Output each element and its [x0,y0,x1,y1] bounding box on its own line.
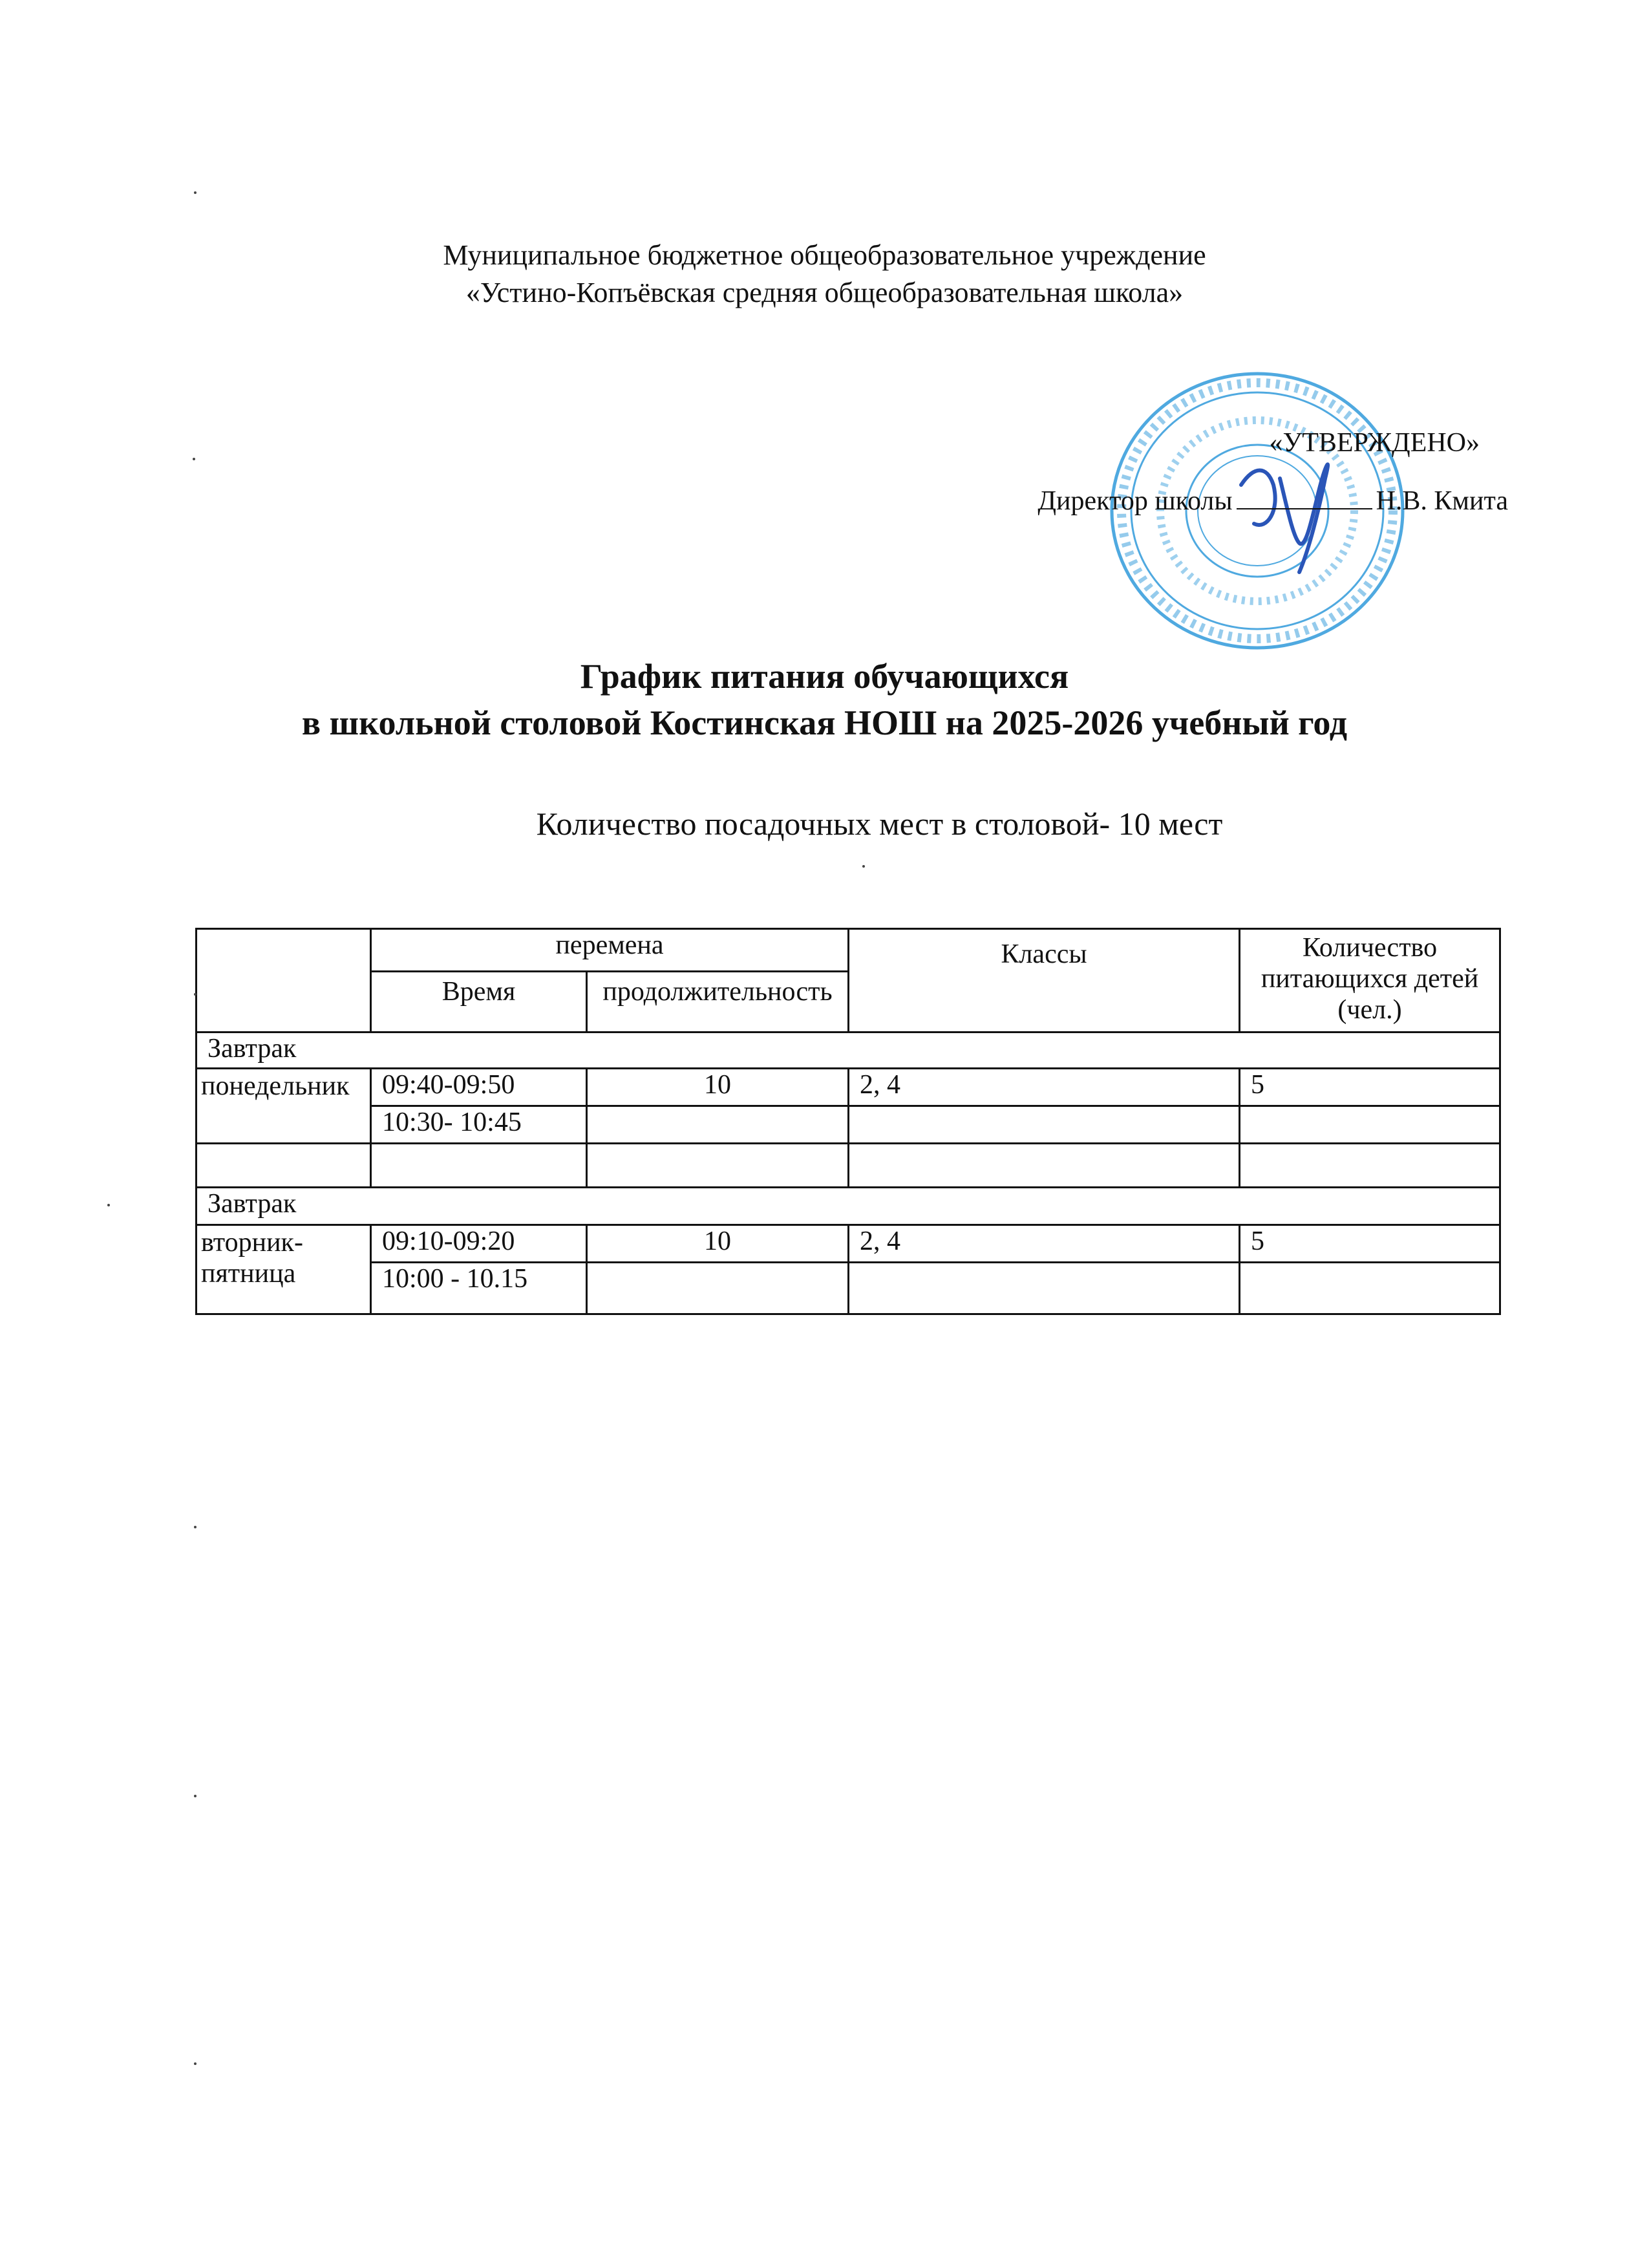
scan-speck [862,865,865,868]
empty-cell [849,1144,1240,1188]
duration-cell [587,1263,849,1314]
duration-cell [587,1106,849,1144]
section-title-row [197,1032,1500,1069]
table-row [197,1263,1500,1314]
scan-speck [194,1795,197,1797]
header-classes: Классы [849,929,1240,1032]
document-title [0,653,1649,746]
director-label: Директор школы [1037,486,1233,516]
duration-cell: 10 [587,1225,849,1263]
empty-cell [1240,1144,1500,1188]
table-row [197,1106,1500,1144]
duration-cell: 10 [587,1069,849,1106]
time-cell: 10:30- 10:45 [371,1106,587,1144]
title-line-2: в школьной столовой Костинская НОШ на 2025-2026 учебный год [301,703,1348,742]
section-title: Завтрак [197,1032,1500,1069]
empty-cell [371,1144,587,1188]
header-time: Время [371,972,587,1032]
classes-cell [849,1263,1240,1314]
signature-line [1237,485,1372,509]
empty-cell [197,1144,371,1188]
count-cell [1240,1106,1500,1144]
header-empty-cell [197,929,371,1032]
classes-cell: 2, 4 [849,1069,1240,1106]
scan-speck [193,458,195,460]
scan-speck [194,993,197,996]
section-title: Завтрак [197,1188,1500,1225]
section-title-row [197,1188,1500,1225]
day-cell: понедельник [197,1069,371,1144]
table-header-row [197,929,1500,972]
time-cell: 09:10-09:20 [371,1225,587,1263]
scan-speck [194,2062,197,2065]
meal-schedule-table [195,928,1501,1315]
time-cell: 09:40-09:50 [371,1069,587,1106]
header-duration: продолжительность [587,972,849,1032]
classes-cell [849,1106,1240,1144]
organization-name: Муниципальное бюджетное общеобразовательное учреждение [443,239,1206,271]
day-cell: вторник-пятница [197,1225,371,1314]
title-line-1: График питания обучающихся [580,657,1069,696]
school-name: «Устино-Копъёвская средняя общеобразовательная школа» [465,277,1184,308]
empty-row [197,1144,1500,1188]
approved-label: «УТВЕРЖДЕНО» [1269,428,1480,458]
director-line [1037,472,1508,530]
classes-cell: 2, 4 [849,1225,1240,1263]
table-row [197,1225,1500,1263]
seating-capacity: Количество посадочных мест в столовой- 10 мест [536,806,1223,842]
time-cell: 10:00 - 10.15 [371,1263,587,1314]
approval-block [1037,414,1508,530]
header-count: Количество питающихся детей (чел.) [1240,929,1500,1032]
count-cell: 5 [1240,1225,1500,1263]
scan-speck [107,1204,110,1206]
table-row [197,1069,1500,1106]
count-cell: 5 [1240,1069,1500,1106]
director-name: Н.В. Кмита [1376,486,1508,516]
organization-header [0,237,1649,312]
empty-cell [587,1144,849,1188]
header-break: перемена [371,929,849,972]
count-cell [1240,1263,1500,1314]
scan-speck [194,191,197,194]
scan-speck [194,1526,197,1528]
